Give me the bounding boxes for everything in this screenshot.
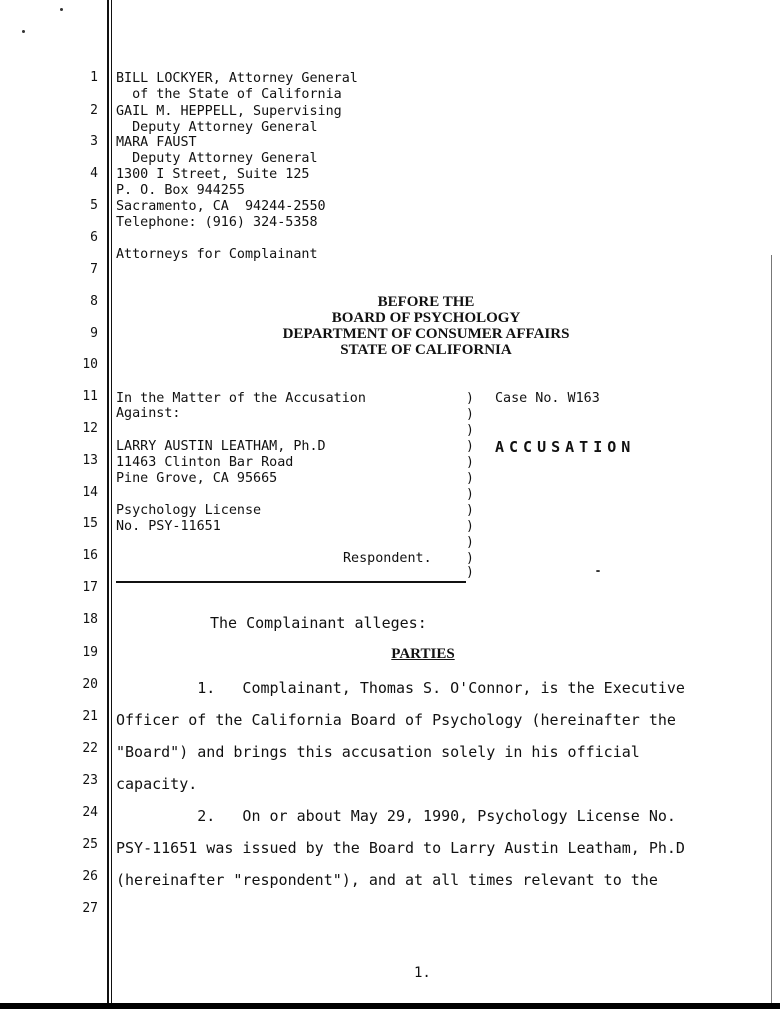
header-line: Sacramento, CA 94244-2550: [116, 199, 326, 214]
page-number: 1.: [414, 965, 431, 981]
heading-line: DEPARTMENT OF CONSUMER AFFAIRS: [282, 326, 570, 342]
margin-rule-left-inner: [111, 0, 112, 1009]
caption-paren: ): [466, 551, 474, 566]
scan-speck: [596, 570, 600, 572]
line-number: 4: [90, 166, 98, 181]
line-number: 17: [82, 580, 98, 595]
line-number: 6: [90, 230, 98, 245]
heading-line: BOARD OF PSYCHOLOGY: [331, 310, 521, 326]
case-number: Case No. W163: [495, 391, 600, 406]
heading-line: BEFORE THE: [377, 294, 475, 310]
caption-paren: ): [466, 439, 474, 454]
header-line: P. O. Box 944255: [116, 183, 245, 198]
line-number: 10: [82, 357, 98, 372]
margin-rule-right: [771, 255, 772, 1009]
caption-bottom-rule: [116, 581, 466, 583]
line-number: 22: [82, 741, 98, 756]
line-number: 19: [82, 645, 98, 660]
respondent-name: LARRY AUSTIN LEATHAM, Ph.D: [116, 439, 326, 454]
line-number: 8: [90, 294, 98, 309]
line-number: 12: [82, 421, 98, 436]
caption-paren: ): [466, 455, 474, 470]
scan-speck: [60, 8, 63, 11]
license-line: No. PSY-11651: [116, 519, 221, 534]
caption-paren: ): [466, 503, 474, 518]
respondent-label: Respondent.: [343, 551, 432, 566]
line-number: 15: [82, 516, 98, 531]
header-line: MARA FAUST: [116, 135, 197, 150]
body-line: capacity.: [116, 775, 198, 793]
caption-matter-line: Against:: [116, 406, 181, 421]
heading-line: STATE OF CALIFORNIA: [340, 342, 512, 358]
caption-paren: ): [466, 391, 474, 406]
line-number: 14: [82, 485, 98, 500]
line-number: 27: [82, 901, 98, 916]
line-number: 20: [82, 677, 98, 692]
caption-matter-line: In the Matter of the Accusation: [116, 391, 366, 406]
intro-line: The Complainant alleges:: [210, 614, 427, 632]
line-number: 18: [82, 612, 98, 627]
caption-paren: ): [466, 423, 474, 438]
respondent-address: Pine Grove, CA 95665: [116, 471, 278, 486]
line-number: 26: [82, 869, 98, 884]
caption-paren: ): [466, 487, 474, 502]
line-number: 24: [82, 805, 98, 820]
line-number: 1: [90, 70, 98, 85]
line-number: 16: [82, 548, 98, 563]
body-line: (hereinafter "respondent"), and at all times relevant to the: [116, 871, 658, 889]
line-number: 9: [90, 326, 98, 341]
line-number: 7: [90, 262, 98, 277]
header-line: of the State of California: [116, 87, 342, 102]
caption-paren: ): [466, 471, 474, 486]
margin-rule-left: [107, 0, 109, 1009]
caption-paren: ): [466, 535, 474, 550]
header-line: Deputy Attorney General: [116, 151, 318, 166]
scan-speck: [22, 30, 25, 33]
body-line: Officer of the California Board of Psychology (hereinafter the: [116, 711, 676, 729]
document-title: ACCUSATION: [495, 438, 636, 456]
body-line: "Board") and brings this accusation solely in his official: [116, 743, 640, 761]
body-line: PSY-11651 was issued by the Board to Larry Austin Leatham, Ph.D: [116, 839, 685, 857]
header-line: BILL LOCKYER, Attorney General: [116, 71, 358, 86]
header-line: Deputy Attorney General: [116, 120, 318, 135]
page-bottom-edge: [0, 1003, 780, 1009]
line-number: 11: [82, 389, 98, 404]
line-number: 5: [90, 198, 98, 213]
body-line: 1. Complainant, Thomas S. O'Connor, is the Executive: [116, 679, 685, 697]
license-line: Psychology License: [116, 503, 262, 518]
line-number: 3: [90, 134, 98, 149]
caption-paren: ): [466, 565, 474, 580]
header-line: 1300 I Street, Suite 125: [116, 167, 310, 182]
header-line: GAIL M. HEPPELL, Supervising: [116, 104, 342, 119]
caption-paren: ): [466, 519, 474, 534]
header-line: Telephone: (916) 324-5358: [116, 215, 318, 230]
attorneys-for-line: Attorneys for Complainant: [116, 247, 318, 262]
line-number: 21: [82, 709, 98, 724]
line-number: 23: [82, 773, 98, 788]
line-number: 2: [90, 103, 98, 118]
line-number: 25: [82, 837, 98, 852]
body-line: 2. On or about May 29, 1990, Psychology License No.: [116, 807, 676, 825]
caption-paren: ): [466, 407, 474, 422]
line-number: 13: [82, 453, 98, 468]
section-heading: PARTIES: [391, 646, 455, 662]
respondent-address: 11463 Clinton Bar Road: [116, 455, 294, 470]
